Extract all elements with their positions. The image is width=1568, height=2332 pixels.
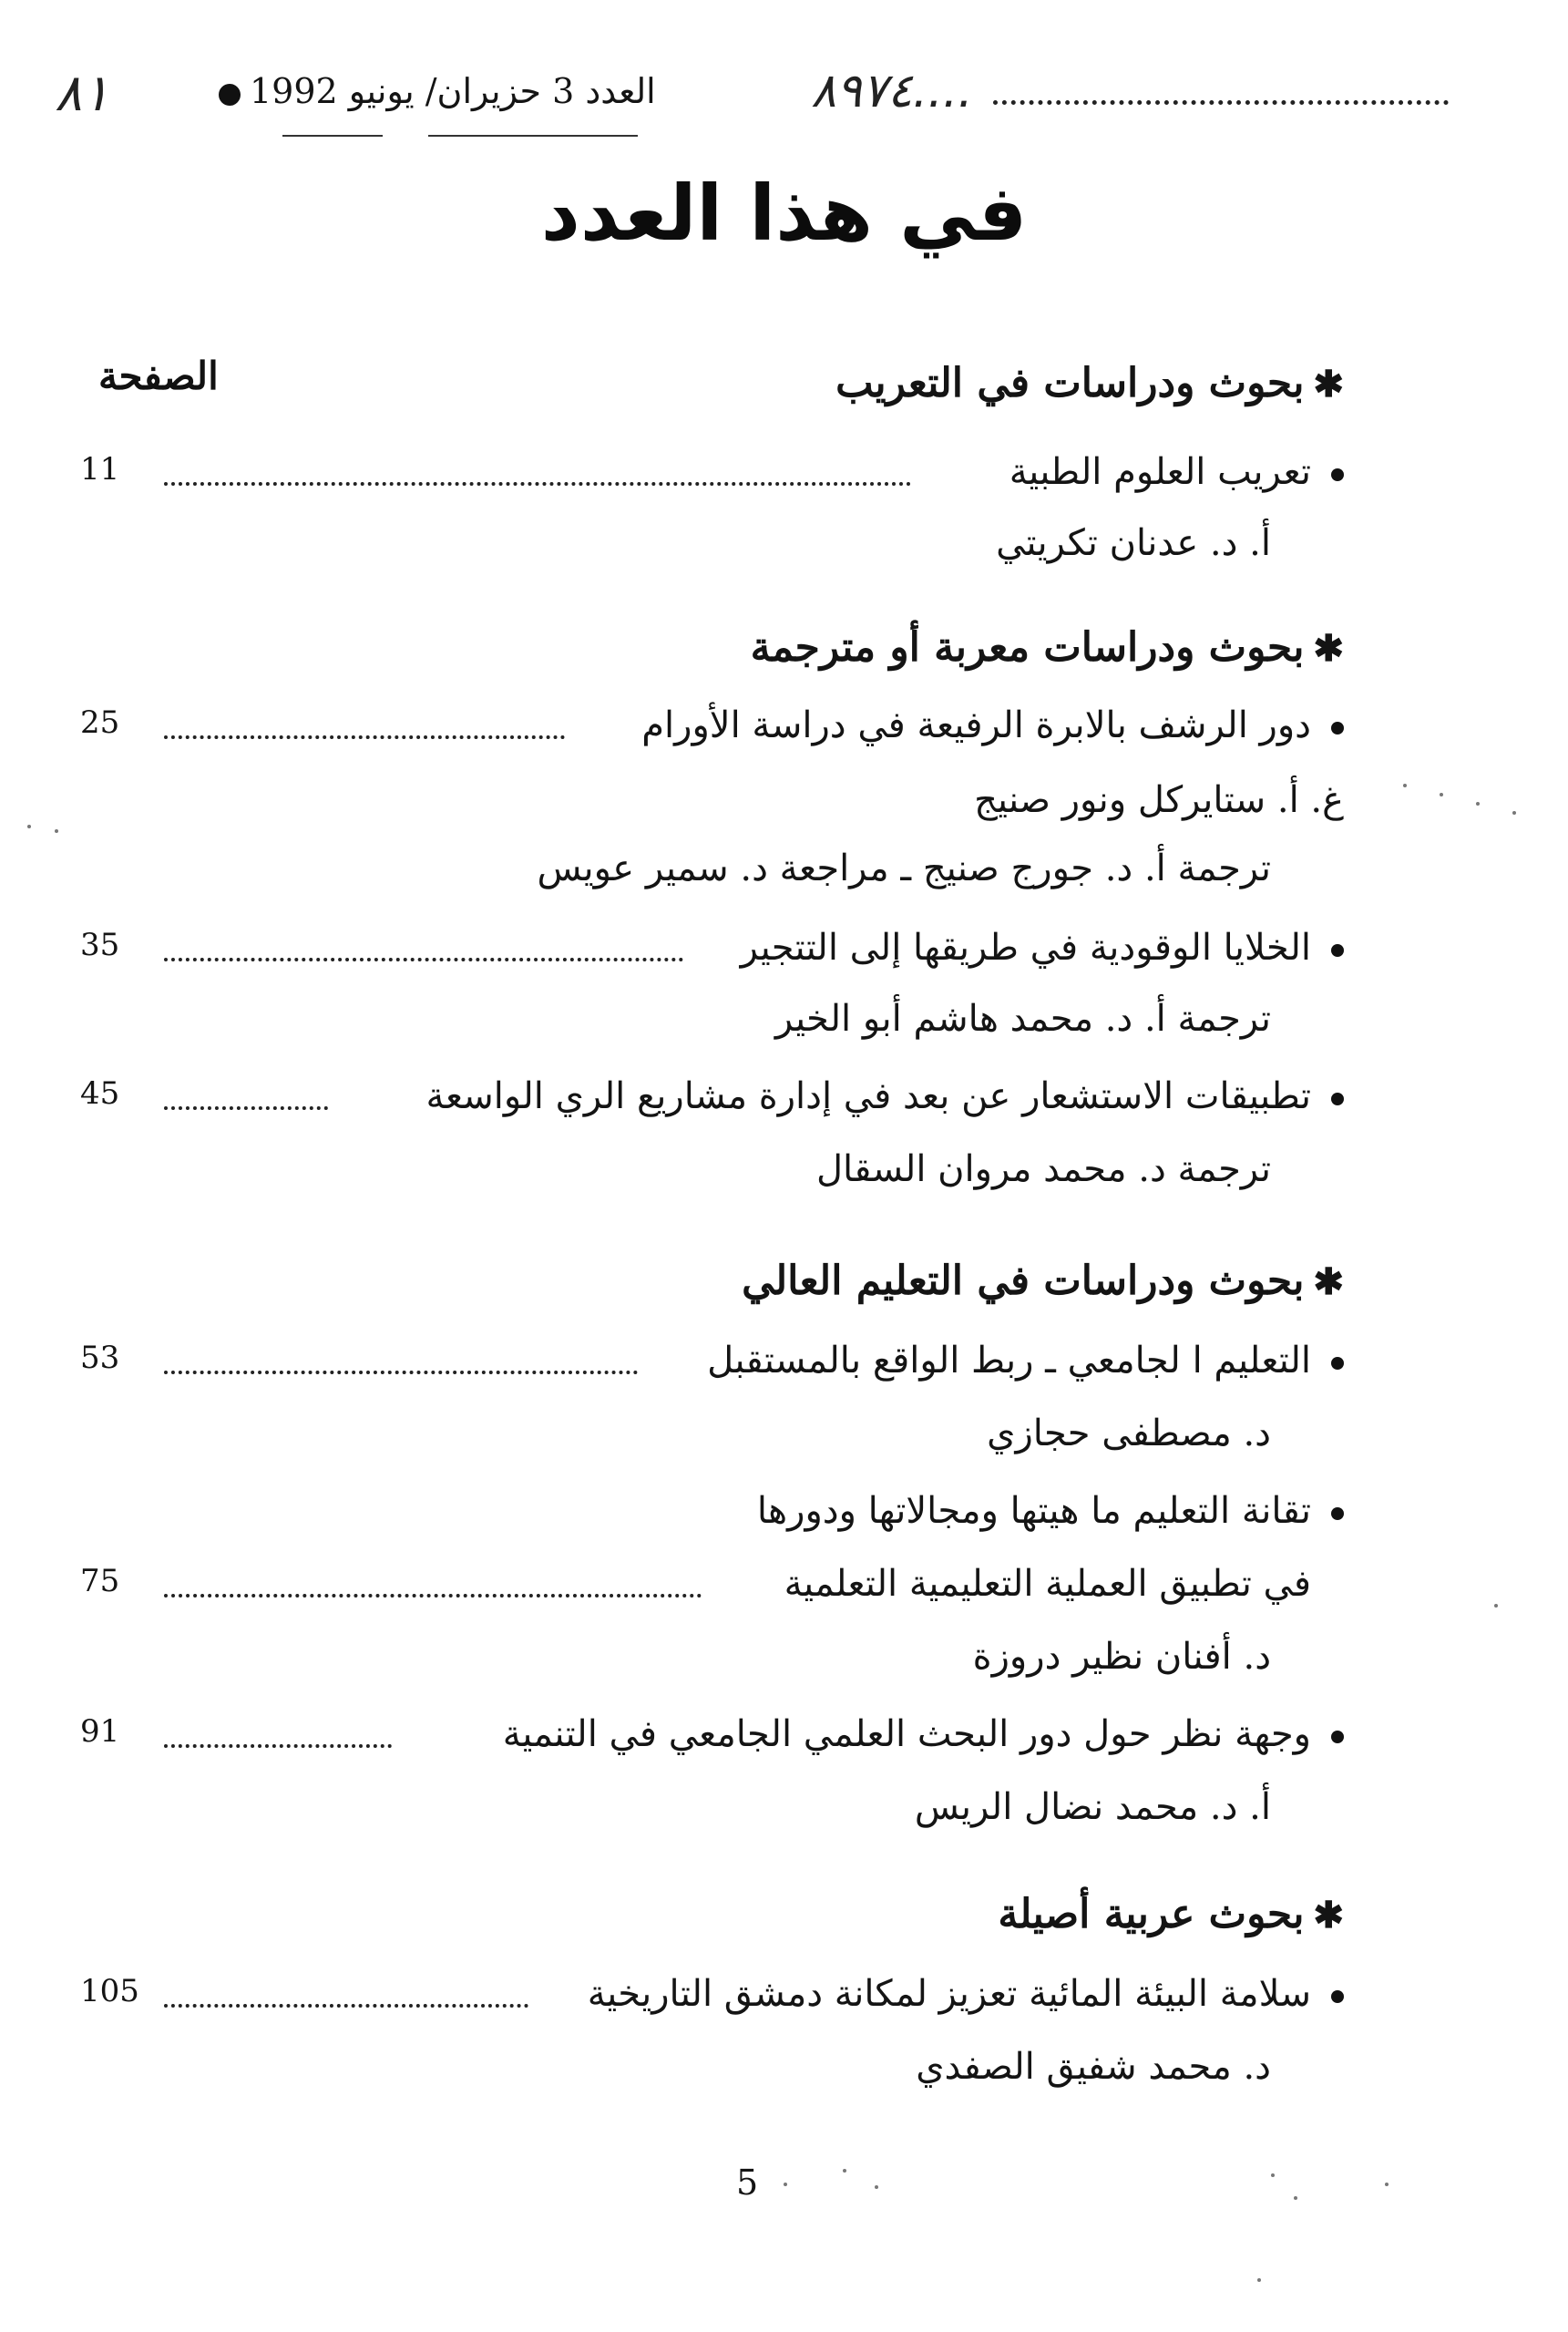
dotted-leader: [164, 1744, 392, 1748]
page-number: 25: [80, 704, 120, 741]
scan-speck: [784, 2183, 787, 2186]
scan-speck: [1494, 1604, 1498, 1608]
scan-speck: [875, 2185, 878, 2189]
bullet-icon: [1331, 944, 1344, 957]
entry-title-text: تعريب العلوم الطبية: [1009, 451, 1311, 493]
entry-title-text: وجهة نظر حول دور البحث العلمي الجامعي في التنمية: [502, 1713, 1311, 1755]
dotted-leader: [164, 482, 911, 486]
section-heading: [742, 1258, 1344, 1304]
handwritten-number: ٨١: [55, 64, 110, 123]
entry-author: د. محمد شفيق الصفدي: [916, 2046, 1271, 2088]
dotted-leader: [993, 100, 1449, 105]
entry-title: [588, 1973, 1344, 2015]
scan-speck: [55, 829, 58, 833]
asterisk-icon: ✱: [1313, 627, 1344, 670]
entry-title-text: الخلايا الوقودية في طريقها إلى التتجير: [740, 927, 1311, 969]
toc-entry: [73, 1490, 1344, 1554]
scan-speck: [1440, 793, 1443, 796]
page-number: 75: [80, 1563, 120, 1599]
entry-author: أ. د. عدنان تكريتي: [996, 522, 1271, 564]
page-number: 53: [80, 1340, 120, 1376]
dotted-leader: [164, 1594, 702, 1597]
entry-title-text: تقانة التعليم ما هيتها ومجالاتها ودورها: [756, 1490, 1311, 1532]
toc-entry-continuation: [73, 1563, 1344, 1627]
bullet-icon: [1331, 1093, 1344, 1105]
bullet-icon: [1331, 1507, 1344, 1520]
page-column-label: الصفحة: [98, 354, 219, 398]
entry-title: [757, 1490, 1344, 1532]
bullet-icon: [1331, 468, 1344, 481]
toc-entry: [73, 1973, 1344, 2037]
dotted-leader: [164, 735, 565, 739]
page-title: في هذا العدد: [540, 169, 1028, 258]
footer-page-number: 5: [736, 2162, 759, 2203]
asterisk-icon: ✱: [1313, 1260, 1344, 1303]
bullet-icon: [1331, 1731, 1344, 1743]
entry-title: [641, 704, 1344, 746]
section-heading: [998, 1891, 1344, 1937]
dotted-leader: [164, 958, 683, 961]
accession-number: ٨٩٧٤....: [811, 64, 973, 118]
toc-entry: [73, 1340, 1344, 1403]
scan-speck: [1271, 2173, 1275, 2177]
entry-title-text: تطبيقات الاستشعار عن بعد في إدارة مشاريع الري الواسعة: [425, 1075, 1311, 1117]
bullet-icon: [219, 84, 241, 106]
toc-entry: [73, 1713, 1344, 1777]
dotted-leader: [164, 1371, 638, 1374]
entry-title-text: دور الرشف بالابرة الرفيعة في دراسة الأورام: [641, 704, 1311, 746]
section-heading-text: بحوث عربية أصيلة: [998, 1891, 1305, 1937]
entry-title: [707, 1340, 1344, 1382]
section-heading-text: بحوث ودراسات معربة أو مترجمة: [750, 624, 1305, 671]
page-number: 35: [80, 927, 120, 963]
entry-title: [426, 1075, 1344, 1117]
bullet-icon: [1331, 1357, 1344, 1370]
bullet-icon: [1331, 722, 1344, 735]
scan-speck: [1257, 2278, 1261, 2282]
section-heading-text: بحوث ودراسات في التعليم العالي: [742, 1258, 1305, 1304]
toc-entry: [73, 704, 1344, 768]
underline: [428, 135, 638, 137]
entry-author: غ. أ. ستايركل ونور صنيج: [974, 779, 1344, 821]
toc-entry: [73, 451, 1344, 515]
section-heading: [751, 624, 1344, 671]
page-number: 45: [80, 1075, 120, 1112]
toc-entry: [73, 1075, 1344, 1139]
underline: [282, 135, 383, 137]
scan-speck: [1476, 802, 1480, 806]
scan-speck: [27, 825, 31, 828]
scan-speck: [1294, 2196, 1297, 2200]
entry-author: د. مصطفى حجازي: [987, 1413, 1271, 1454]
dotted-leader: [164, 1106, 328, 1110]
entry-author: ترجمة أ. د. محمد هاشم أبو الخير: [774, 998, 1271, 1040]
entry-author: أ. د. محمد نضال الريس: [914, 1786, 1271, 1828]
scan-speck: [1385, 2183, 1389, 2186]
entry-author: ترجمة أ. د. جورج صنيج ـ مراجعة د. سمير عويس: [537, 848, 1271, 889]
page-number: 105: [80, 1973, 139, 2009]
page-number: 91: [80, 1713, 120, 1750]
dotted-leader: [164, 2004, 528, 2008]
header: [55, 64, 1403, 137]
asterisk-icon: ✱: [1313, 363, 1344, 406]
scan-speck: [843, 2169, 846, 2173]
entry-title-continuation: في تطبيق العملية التعليمية التعلمية: [784, 1563, 1311, 1605]
entry-title-text: التعليم ا لجامعي ـ ربط الواقع بالمستقبل: [707, 1340, 1311, 1382]
entry-author: ترجمة د. محمد مروان السقال: [815, 1148, 1271, 1190]
entry-title: [1009, 451, 1344, 493]
scan-speck: [1403, 784, 1407, 787]
entry-title: [741, 927, 1344, 969]
issue-info-text: العدد 3 حزيران/ يونيو 1992: [250, 71, 656, 111]
bullet-icon: [1331, 1990, 1344, 2003]
entry-title: [503, 1713, 1344, 1755]
entry-author: د. أفنان نظير دروزة: [972, 1636, 1271, 1678]
entry-title-text: سلامة البيئة المائية تعزيز لمكانة دمشق التاريخية: [587, 1973, 1311, 2015]
section-heading-text: بحوث ودراسات في التعريب: [835, 360, 1305, 406]
issue-info: [210, 71, 656, 111]
page-number: 11: [80, 451, 120, 488]
scan-speck: [1512, 811, 1516, 815]
section-heading: [835, 360, 1344, 406]
asterisk-icon: ✱: [1313, 1894, 1344, 1936]
toc-entry: [73, 927, 1344, 991]
